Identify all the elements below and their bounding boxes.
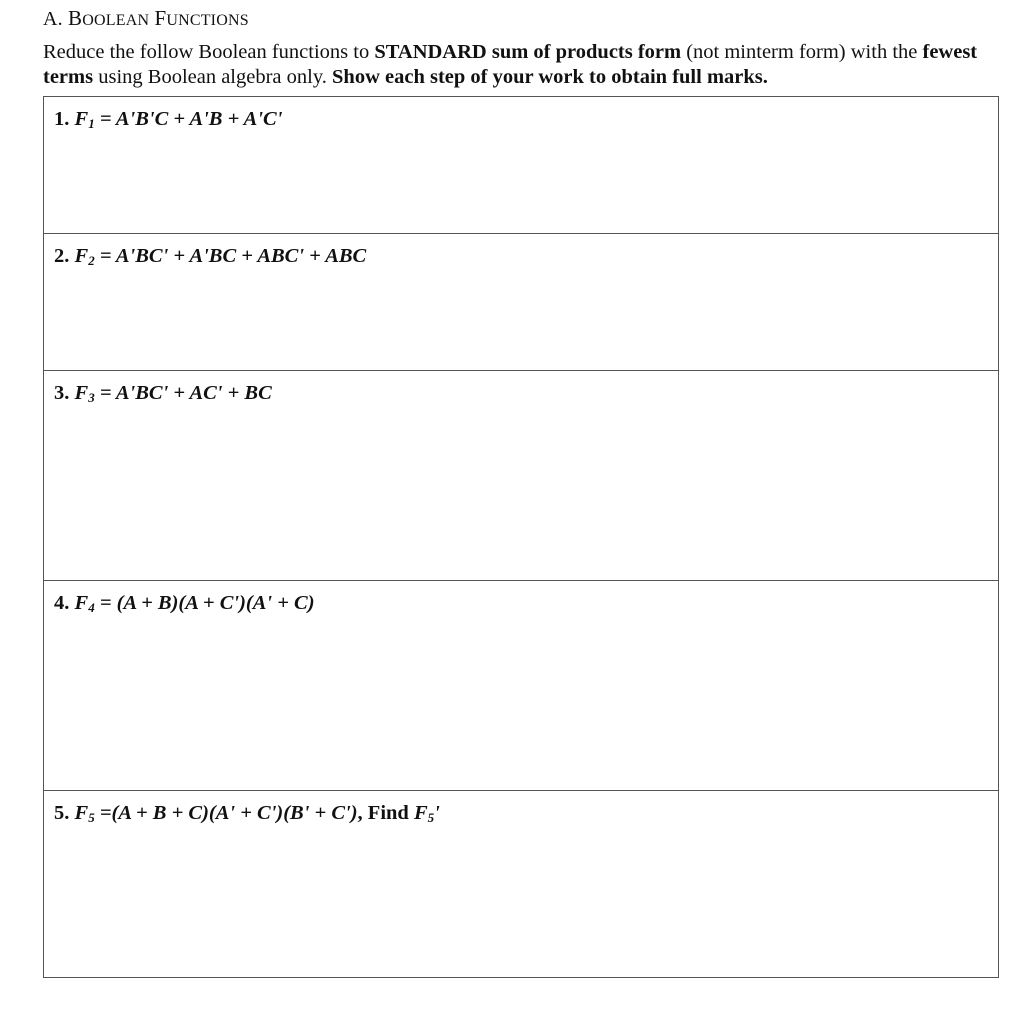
question-box-4[interactable] (44, 581, 998, 791)
function-name: $F_5 =(A + B + C)(A' + C')(B' + C')$ (74, 802, 358, 825)
question-number: 2. (54, 245, 70, 267)
cropped-footer (0, 1010, 1024, 1016)
instructions-bold-2: fewest terms (43, 41, 978, 88)
instructions-bold-1: STANDARD sum of products form (374, 41, 682, 63)
function-subscript: 2 (88, 253, 95, 268)
instructions-paragraph (43, 40, 1003, 90)
function-subscript: 5 (88, 810, 95, 825)
question-box-2[interactable] (44, 234, 998, 371)
function-name: $F_1 = A'B'C + A'B + A'C'$ (74, 108, 283, 131)
question-number: 1. (54, 108, 70, 130)
question-box-5[interactable] (44, 791, 998, 977)
function-expression: =(A + B + C)(A' + C')(B' + C') (94, 802, 358, 824)
question-3-text (54, 382, 272, 405)
question-number: 3. (54, 382, 70, 404)
function-expression: = A'BC' + A'BC + ABC' + ABC (94, 245, 367, 267)
instructions-bold-3: Show each step of your work to obtain full marks. (332, 66, 768, 88)
question-box-3[interactable] (44, 371, 998, 581)
function-subscript: 4 (88, 600, 95, 615)
question-1-text (54, 108, 282, 131)
section-letter: A. (43, 8, 63, 30)
function-subscript: 1 (88, 116, 95, 131)
question-box-1[interactable] (44, 97, 998, 234)
function-name: $F_2 = A'BC' + A'BC + ABC'$ + ABC (74, 245, 367, 268)
section-title-boolean-rest: OOLEAN (82, 12, 150, 29)
instructions-text-3: using Boolean algebra only. (93, 66, 333, 88)
instructions-text-2: (not minterm form) with the (681, 41, 923, 63)
question-5-text (54, 802, 440, 825)
function-subscript: 3 (88, 390, 95, 405)
section-title-functions-cap: F (154, 6, 167, 30)
question-number: 5. (54, 802, 70, 824)
function-name: $F_4 = (A + B)(A + C')(A' + C)$ (74, 592, 315, 615)
section-title-boolean-cap: B (68, 6, 83, 30)
suffix-function-name: $F_5'$ (413, 802, 440, 825)
function-expression: = A'B'C + A'B + A'C' (94, 108, 283, 130)
section-title-functions-rest: UNCTIONS (166, 12, 249, 29)
instructions-text-1: Reduce the follow Boolean functions to (43, 41, 375, 63)
section-title (43, 6, 249, 31)
answer-table (43, 96, 999, 978)
suffix-function-subscript: 5 (427, 810, 435, 825)
question-5-suffix: , Find (357, 802, 414, 824)
function-name: $F_3 = A'BC' + AC'$ + BC (74, 382, 272, 405)
question-number: 4. (54, 592, 70, 614)
question-4-text (54, 592, 315, 615)
function-expression: = (A + B)(A + C')(A' + C) (94, 592, 315, 614)
function-expression: = A'BC' + AC' + BC (94, 382, 272, 404)
question-2-text (54, 245, 366, 268)
suffix-prime: ' (434, 802, 440, 824)
